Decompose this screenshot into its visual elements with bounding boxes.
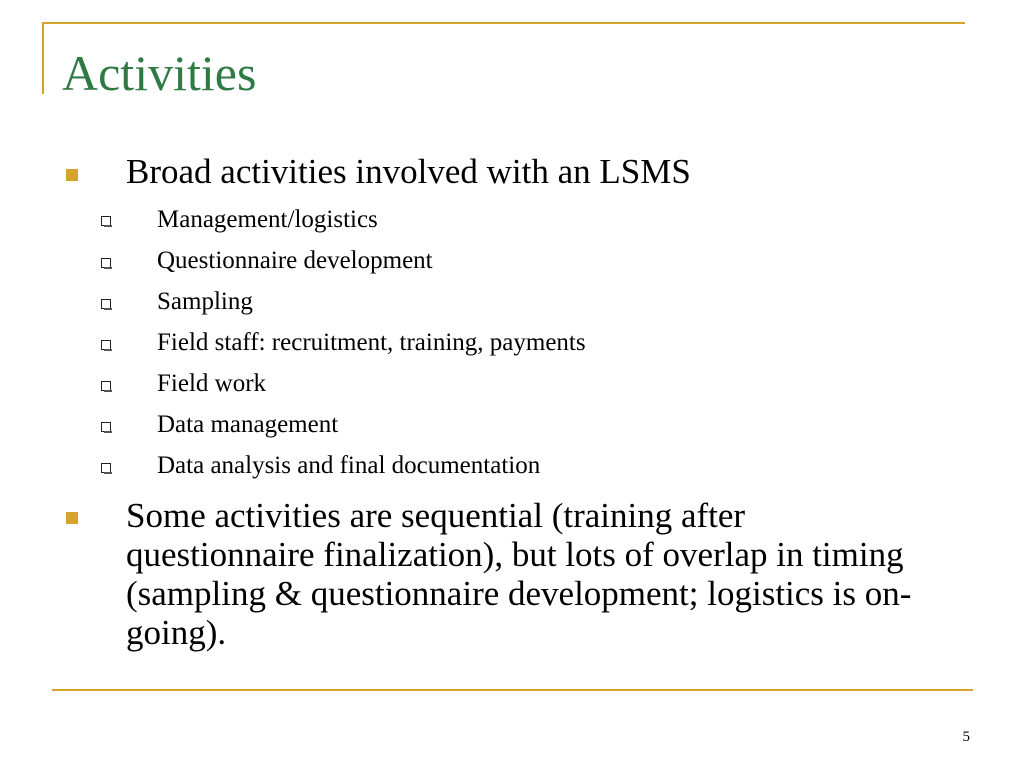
checkbox-bullet-icon — [101, 216, 111, 226]
sub-bullet-item: Sampling — [157, 288, 253, 315]
bullet-item: Some activities are sequential (training after questionnaire finalization), but lots of overlap in timing (sampling & questionnaire development; logistics is on-going). — [126, 496, 912, 652]
checkbox-bullet-icon — [101, 340, 111, 350]
sub-bullet-item: Field staff: recruitment, training, payments — [157, 329, 586, 356]
sub-bullet-item: Data analysis and final documentation — [157, 452, 541, 479]
slide-title: Activities — [62, 45, 257, 101]
sub-bullet-item: Management/logistics — [157, 206, 378, 233]
checkbox-bullet-icon — [101, 381, 111, 391]
frame-bottom-line — [52, 689, 973, 691]
sub-bullet-item: Data management — [157, 411, 339, 438]
sub-bullet-item: Field work — [157, 370, 267, 397]
sub-bullet-item: Questionnaire development — [157, 247, 433, 274]
checkbox-bullet-icon — [101, 258, 111, 268]
checkbox-bullet-icon — [101, 422, 111, 432]
checkbox-bullet-icon — [101, 299, 111, 309]
checkbox-bullet-icon — [101, 463, 111, 473]
square-bullet-icon — [66, 512, 78, 524]
frame-left-line — [42, 22, 44, 94]
frame-top-line — [44, 22, 965, 24]
square-bullet-icon — [66, 169, 78, 181]
page-number: 5 — [962, 729, 970, 745]
bullet-item: Broad activities involved with an LSMS — [126, 152, 691, 191]
